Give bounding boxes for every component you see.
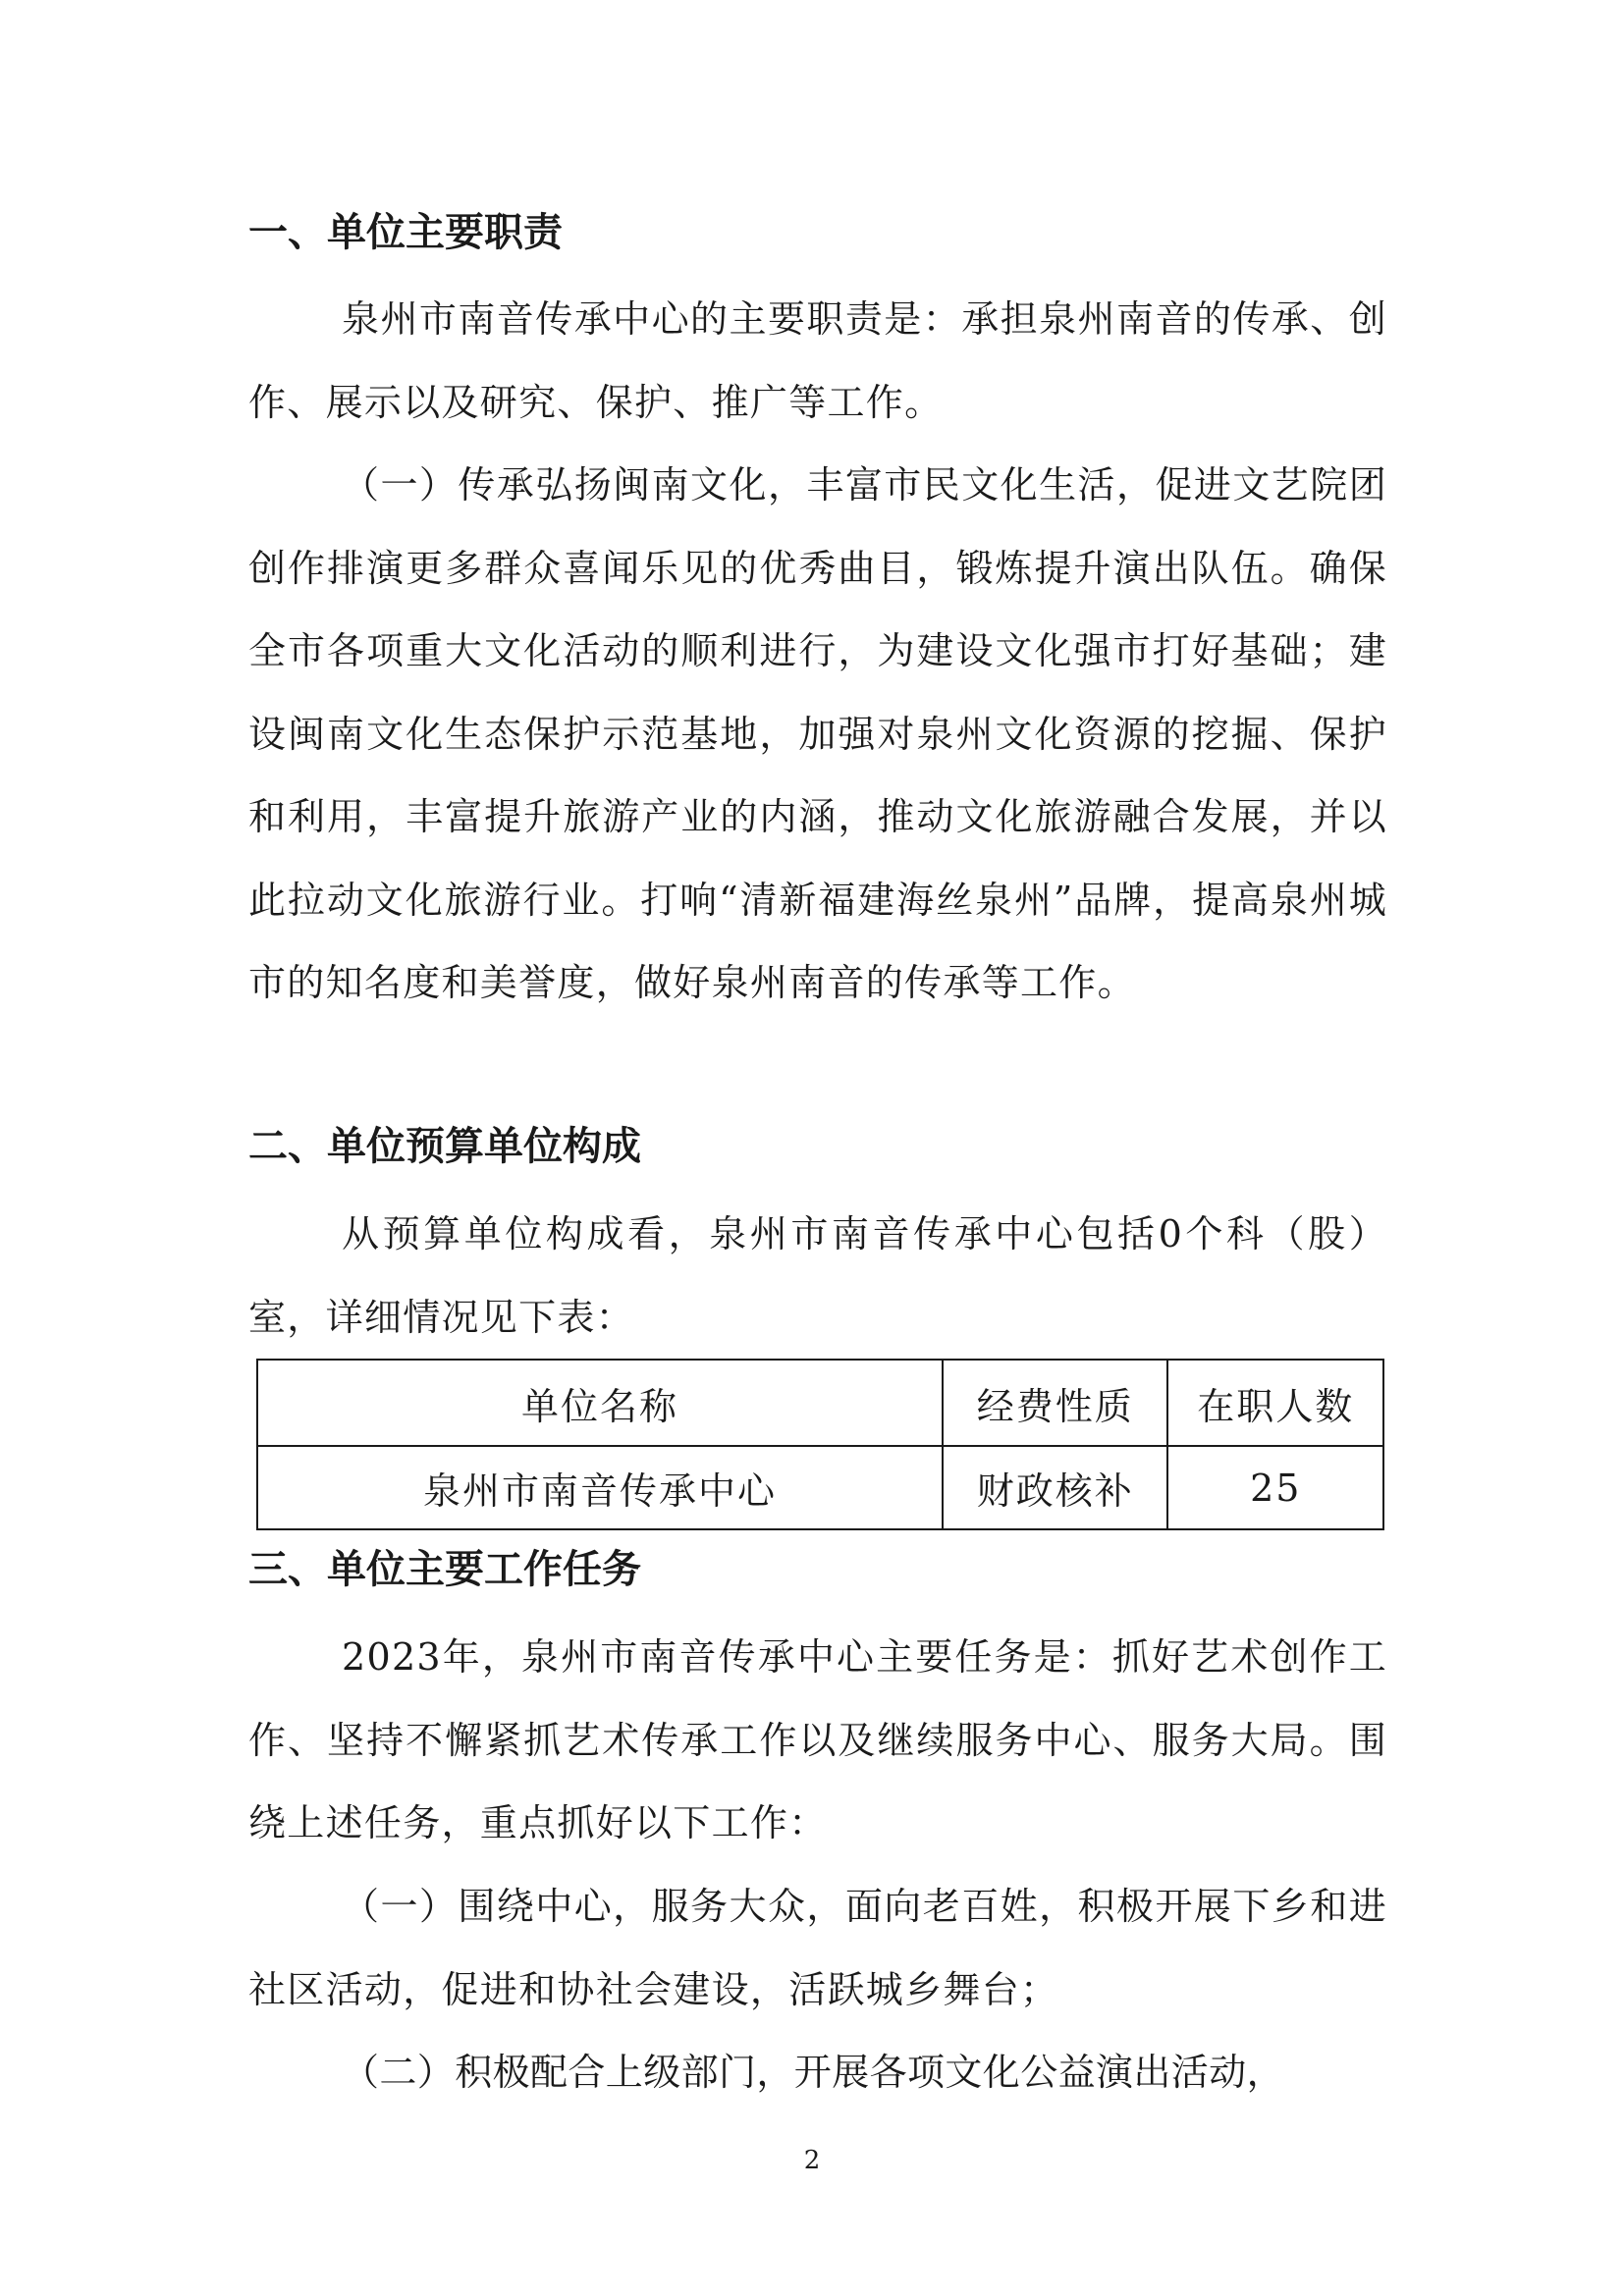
table-header-row	[257, 1360, 1383, 1446]
unit-composition-table	[256, 1359, 1384, 1530]
table-cell-unit-name: 泉州市南音传承中心	[257, 1446, 943, 1529]
table-header-staff-count: 在职人数	[1167, 1360, 1383, 1446]
table-header-unit-name: 单位名称	[257, 1360, 943, 1446]
paragraph-task-two: （二）积极配合上级部门，开展各项文化公益演出活动，	[342, 2051, 1285, 2094]
section-heading-composition: 二、单位预算单位构成	[248, 1124, 641, 1169]
table-row	[257, 1446, 1383, 1529]
paragraph-task-one: （一）围绕中心，服务大众，面向老百姓，积极开展下乡和进社区活动，促进和协社会建设，活跃城乡舞台；	[248, 1885, 1387, 2011]
paragraph-duties-detail: （一）传承弘扬闽南文化，丰富市民文化生活，促进文艺院团创作排演更多群众喜闻乐见的优秀曲目，锻炼提升演出队伍。确保全市各项重大文化活动的顺利进行，为建设文化强市打好基础；建设闽南文化生态保护示范基地，加强对泉州文化资源的挖掘、保护和利用，丰富提升旅游产业的内涵，推动文化旅游融合发展，并以此拉动文化旅游行业。打响“清新福建海丝泉州”品牌，提高泉州城市的知名度和美誉度，做好泉州南音的传承等工作。	[248, 463, 1387, 1004]
page-number: 2	[803, 2146, 821, 2175]
paragraph-duties-summary: 泉州市南音传承中心的主要职责是：承担泉州南音的传承、创作、展示以及研究、保护、推广等工作。	[248, 297, 1387, 424]
paragraph-composition: 从预算单位构成看，泉州市南音传承中心包括0个科（股）室，详细情况见下表：	[248, 1212, 1387, 1339]
section-heading-tasks: 三、单位主要工作任务	[248, 1547, 641, 1592]
table-cell-funding-type: 财政核补	[943, 1446, 1167, 1529]
table-header-funding-type: 经费性质	[943, 1360, 1167, 1446]
section-heading-duties: 一、单位主要职责	[248, 210, 563, 255]
paragraph-tasks-summary: 2023年，泉州市南音传承中心主要任务是：抓好艺术创作工作、坚持不懈紧抓艺术传承工作以及继续服务中心、服务大局。围绕上述任务，重点抓好以下工作：	[248, 1635, 1387, 1844]
table-cell-staff-count: 25	[1167, 1446, 1383, 1529]
